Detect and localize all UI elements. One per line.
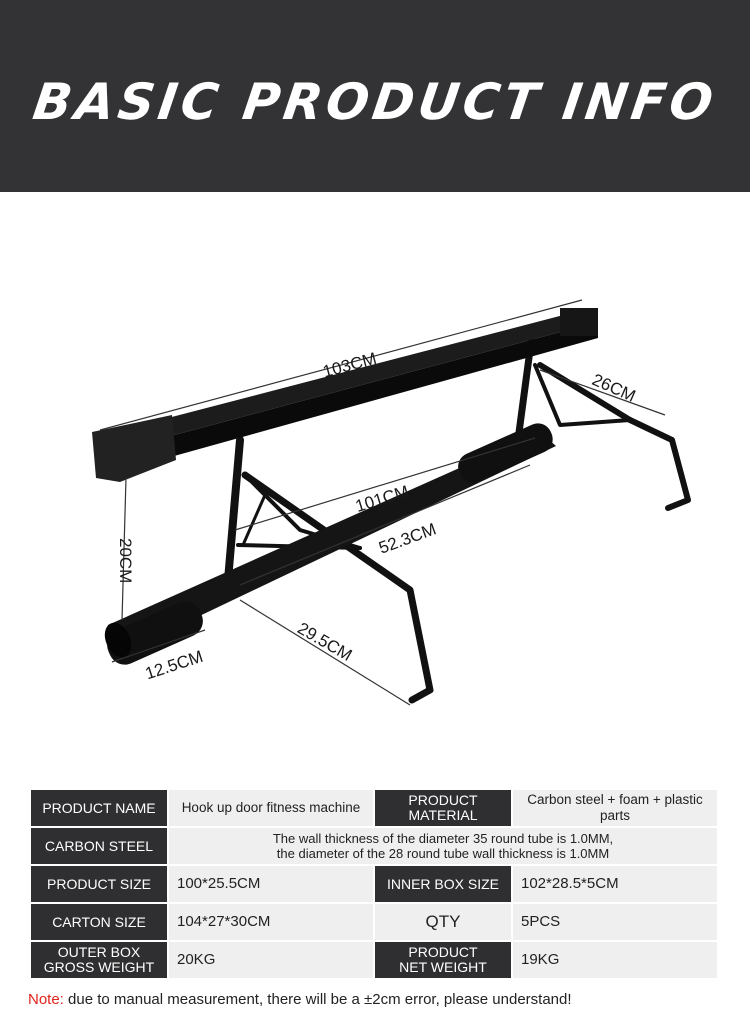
carbon-steel-line-2: the diameter of the 28 round tube wall thickness is 1.0MM	[276, 846, 610, 861]
header-banner	[0, 0, 750, 192]
inner-box-size-label: INNER BOX SIZE	[375, 866, 511, 902]
inner-box-size-value: 102*28.5*5CM	[513, 866, 717, 902]
banner-title: BASIC PRODUCT INFO	[29, 73, 721, 131]
dimension-label-handle: 101CM	[353, 481, 412, 516]
dimension-label-base: 29.5CM	[294, 618, 356, 665]
product-illustration	[0, 192, 750, 782]
table-row	[31, 790, 717, 826]
measurement-note	[28, 990, 728, 1010]
outer-box-label-line-2: GROSS WEIGHT	[43, 959, 155, 975]
carbon-steel-label: CARBON STEEL	[31, 828, 167, 864]
outer-box-label-line-1: OUTER BOX	[57, 944, 141, 960]
note-prefix: Note:	[28, 991, 64, 1008]
carton-size-value: 104*27*30CM	[169, 904, 373, 940]
qty-value: 5PCS	[513, 904, 717, 940]
note-text: due to manual measurement, there will be a ±2cm error, please understand!	[63, 991, 572, 1008]
carbon-steel-line-1: The wall thickness of the diameter 35 round tube is 1.0MM,	[272, 831, 614, 846]
net-weight-label-line-1: PRODUCT	[408, 944, 478, 960]
table-row	[31, 828, 717, 864]
carton-size-label: CARTON SIZE	[31, 904, 167, 940]
dimension-label-rear: 26CM	[589, 369, 639, 406]
outer-box-gross-weight-label	[31, 942, 167, 978]
table-row	[31, 866, 717, 902]
product-size-value: 100*25.5CM	[169, 866, 373, 902]
carbon-steel-value	[169, 828, 717, 864]
table-row	[31, 942, 717, 978]
outer-box-gross-weight-value: 20KG	[169, 942, 373, 978]
product-material-value: Carbon steel + foam + plastic parts	[513, 790, 717, 826]
product-material-label: PRODUCT MATERIAL	[375, 790, 511, 826]
dimension-label-center: 52.3CM	[376, 519, 439, 558]
product-name-value: Hook up door fitness machine	[169, 790, 373, 826]
product-net-weight-label	[375, 942, 511, 978]
dimension-label-height: 20CM	[116, 538, 135, 584]
product-net-weight-value: 19KG	[513, 942, 717, 978]
product-size-label: PRODUCT SIZE	[31, 866, 167, 902]
table-row	[31, 904, 717, 940]
net-weight-label-line-2: NET WEIGHT	[399, 959, 487, 975]
dimension-label-grip: 12.5CM	[142, 646, 206, 684]
spec-table	[29, 788, 719, 980]
product-name-label: PRODUCT NAME	[31, 790, 167, 826]
dimension-label-top: 103CM	[320, 348, 379, 382]
qty-label: QTY	[375, 904, 511, 940]
